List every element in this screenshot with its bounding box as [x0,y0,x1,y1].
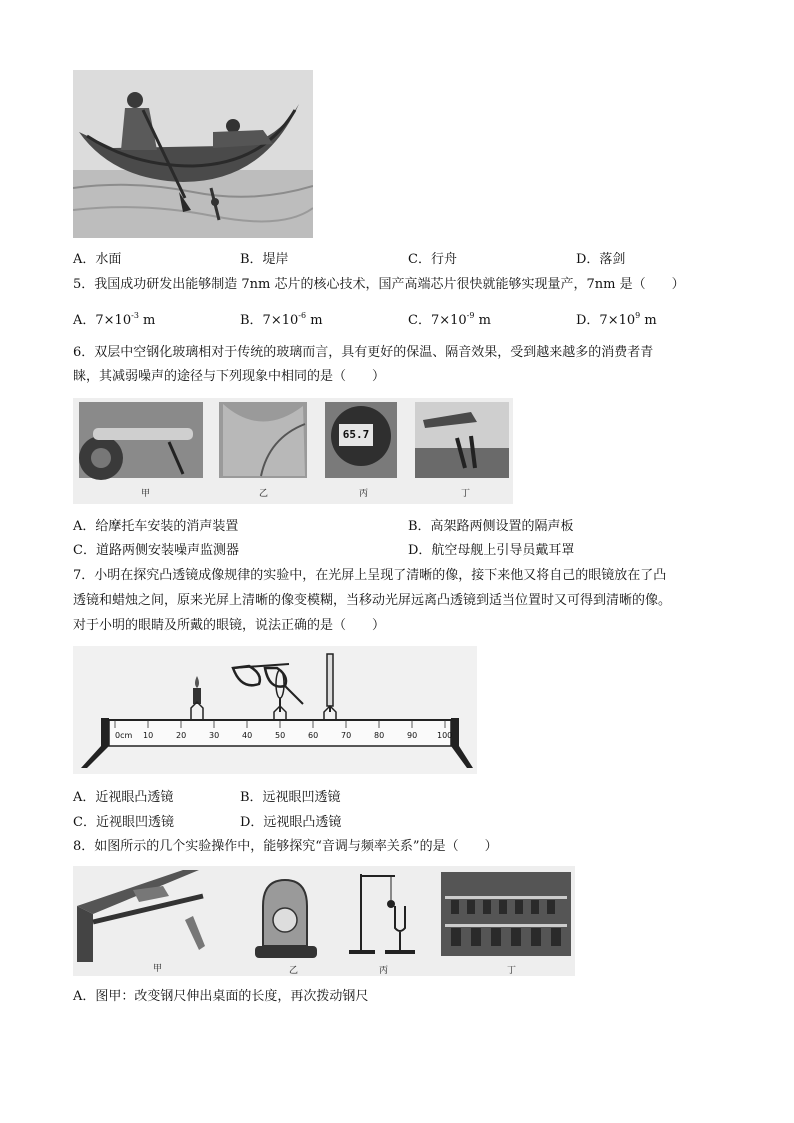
ruler-tick-80: 80 [374,731,385,740]
q8-stem: 8．如图所示的几个实验操作中，能够探究“音调与频率关系”的是（ ） [73,839,498,854]
q5-option-b[interactable]: B．$7\times 10^{-6}$ m [240,311,323,328]
q4-option-c[interactable]: C．行舟 [408,252,457,267]
q5-option-c[interactable]: C．$7\times 10^{-9}$ m [408,311,491,328]
boat-drawing [73,70,313,238]
q7-option-c[interactable]: C．近视眼凹透镜 [73,815,174,830]
q4-option-a[interactable]: A．水面 [73,252,122,267]
optical-bench-drawing [73,646,477,774]
meter-reading: 65.7 [342,428,370,441]
q6-label-yi: 乙 [259,489,269,499]
q6-stem-line1: 6．双层中空钢化玻璃相对于传统的玻璃而言，具有更好的保温、隔音效果，受到越来越多的消费者青 [73,345,654,360]
q5-option-d[interactable]: D．$7\times 10^9$ m [576,311,657,328]
optical-bench-figure [73,646,477,774]
ruler-tick-40: 40 [242,731,253,740]
q8-label-bing: 丙 [379,966,389,976]
ruler-unit-label: 0cm [115,731,133,740]
q6-label-bing: 丙 [359,489,369,499]
q6-label-jia: 甲 [141,489,151,499]
ruler-tick-50: 50 [275,731,286,740]
q7-option-b[interactable]: B．远视眼凹透镜 [240,790,341,805]
pitch-experiment-drawing [73,866,575,976]
q5-stem: 5．我国成功研发出能够制造 7nm 芯片的核心技术，国产高端芯片很快就能够实现量产，7nm 是（ ） [73,277,685,292]
q7-option-a[interactable]: A．近视眼凸透镜 [73,790,174,805]
q7-stem-line1: 7．小明在探究凸透镜成像规律的实验中，在光屏上呈现了清晰的像，接下来他又将自己的眼镜放在了凸 [73,568,667,583]
ruler-tick-100: 100 [437,731,453,740]
q8-option-a[interactable]: A．图甲：改变钢尺伸出桌面的长度，再次拨动钢尺 [73,989,369,1004]
noise-figure-strip [73,398,513,504]
ruler-tick-30: 30 [209,731,220,740]
q6-stem-line2: 睐，其减弱噪声的途径与下列现象中相同的是（ ） [73,369,386,384]
q8-label-yi: 乙 [289,966,299,976]
ruler-tick-60: 60 [308,731,319,740]
q8-label-ding: 丁 [507,966,517,976]
ruler-tick-10: 10 [143,731,154,740]
q6-option-d[interactable]: D．航空母舰上引导员戴耳罩 [408,543,575,558]
ruler-tick-20: 20 [176,731,187,740]
q4-option-b[interactable]: B．堤岸 [240,252,289,267]
q6-label-ding: 丁 [461,489,471,499]
q6-option-c[interactable]: C．道路两侧安装噪声监测器 [73,543,239,558]
q6-option-b[interactable]: B．高架路两侧设置的隔声板 [408,519,574,534]
q6-option-a[interactable]: A．给摩托车安装的消声装置 [73,519,239,534]
q7-stem-line2: 透镜和蜡烛之间，原来光屏上清晰的像变模糊，当移动光屏远离凸透镜到适当位置时又可得到清晰的像。 [73,593,672,608]
q4-option-d[interactable]: D．落剑 [576,252,626,267]
q7-option-d[interactable]: D．远视眼凸透镜 [240,815,342,830]
q8-label-jia: 甲 [153,964,163,974]
noise-figure-drawing [73,398,513,504]
boat-illustration [73,70,313,238]
ruler-tick-90: 90 [407,731,418,740]
q7-stem-line3: 对于小明的眼睛及所戴的眼镜，说法正确的是（ ） [73,618,386,633]
q5-option-a[interactable]: A．$7\times 10^{-3}$ m [73,311,156,328]
pitch-experiment-figure [73,866,575,976]
ruler-tick-70: 70 [341,731,352,740]
